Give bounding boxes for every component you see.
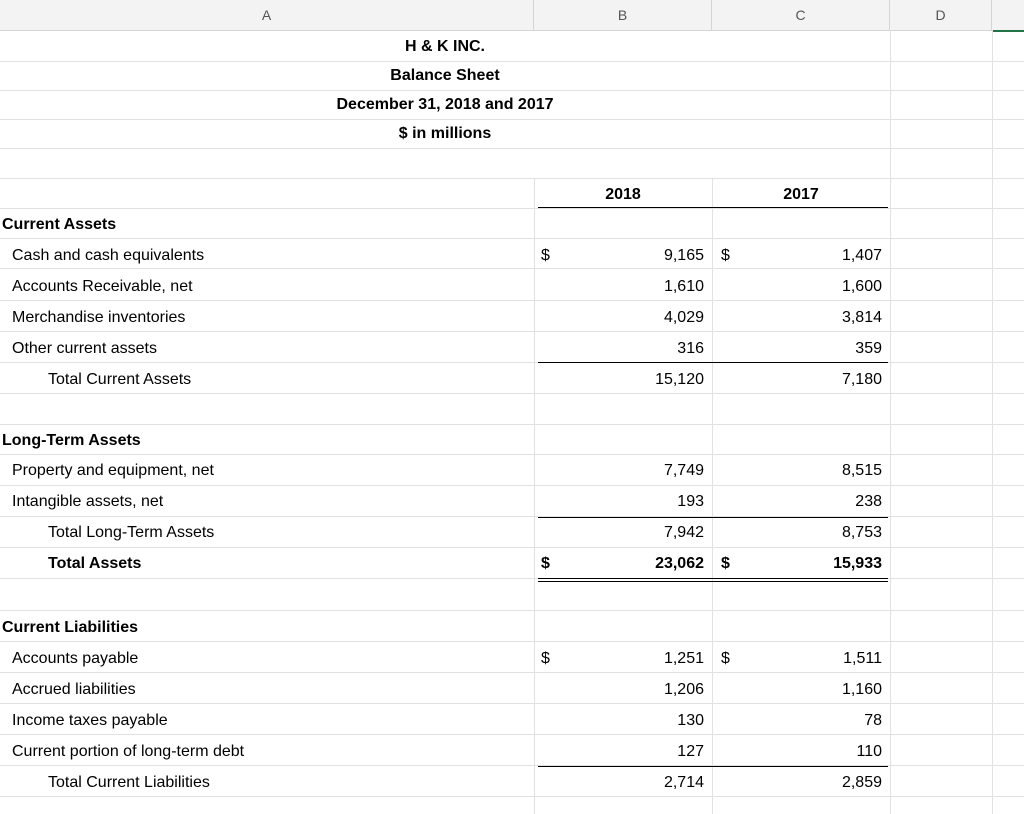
- statement-title[interactable]: Balance Sheet: [390, 67, 500, 84]
- value-2017[interactable]: 359: [855, 340, 882, 357]
- total-long-term-assets-label[interactable]: Total Long-Term Assets: [48, 524, 215, 541]
- row-label[interactable]: Intangible assets, net: [12, 493, 164, 510]
- statement-dates[interactable]: December 31, 2018 and 2017: [336, 96, 554, 113]
- column-header-bar: [0, 0, 1024, 31]
- total-current-liabilities-label[interactable]: Total Current Liabilities: [48, 774, 210, 791]
- row-label[interactable]: Current portion of long-term debt: [12, 743, 245, 760]
- double-underline: [538, 578, 888, 582]
- total-current-assets-2018[interactable]: 15,120: [655, 371, 704, 388]
- total-current-liabilities-2017[interactable]: 2,859: [841, 774, 882, 791]
- value-2017[interactable]: 78: [864, 712, 882, 729]
- subtotal-underline: [538, 766, 888, 767]
- row-label[interactable]: Accrued liabilities: [12, 681, 136, 698]
- value-2018[interactable]: 9,165: [663, 247, 704, 264]
- section-current-liabilities[interactable]: Current Liabilities: [2, 619, 139, 636]
- company-name[interactable]: H & K INC.: [405, 38, 485, 55]
- total-long-term-assets-2018[interactable]: 7,942: [663, 524, 704, 541]
- value-2017[interactable]: 1,407: [841, 247, 882, 264]
- row-label[interactable]: Income taxes payable: [12, 712, 168, 729]
- subtotal-underline: [538, 362, 888, 363]
- currency-symbol: $: [721, 650, 730, 667]
- currency-symbol: $: [541, 650, 550, 667]
- value-2017[interactable]: 1,600: [841, 278, 882, 295]
- currency-symbol: $: [721, 555, 730, 572]
- value-2017[interactable]: 1,511: [843, 650, 882, 667]
- column-header-b[interactable]: B: [534, 0, 712, 30]
- row-label[interactable]: Property and equipment, net: [12, 462, 214, 479]
- year-header-2017[interactable]: 2017: [783, 186, 819, 203]
- row-label[interactable]: Cash and cash equivalents: [12, 247, 205, 264]
- value-2018[interactable]: 1,610: [663, 278, 704, 295]
- section-current-assets[interactable]: Current Assets: [2, 216, 117, 233]
- value-2017[interactable]: 1,160: [841, 681, 882, 698]
- value-2018[interactable]: 4,029: [663, 309, 704, 326]
- statement-units[interactable]: $ in millions: [398, 125, 492, 142]
- row-label[interactable]: Accounts Receivable, net: [12, 278, 193, 295]
- total-current-assets-2017[interactable]: 7,180: [841, 371, 882, 388]
- value-2018[interactable]: 193: [677, 493, 704, 510]
- value-2018[interactable]: 130: [677, 712, 704, 729]
- column-header-a[interactable]: A: [0, 0, 534, 30]
- value-2017[interactable]: 238: [855, 493, 882, 510]
- total-assets-label[interactable]: Total Assets: [48, 555, 142, 572]
- value-2018[interactable]: 1,206: [663, 681, 704, 698]
- year-header-2018[interactable]: 2018: [605, 186, 641, 203]
- row-label[interactable]: Accounts payable: [12, 650, 139, 667]
- total-long-term-assets-2017[interactable]: 8,753: [841, 524, 882, 541]
- row-label[interactable]: Other current assets: [12, 340, 157, 357]
- total-current-assets-label[interactable]: Total Current Assets: [48, 371, 192, 388]
- section-long-term-assets[interactable]: Long-Term Assets: [2, 432, 141, 449]
- value-2018[interactable]: 7,749: [663, 462, 704, 479]
- column-header-e[interactable]: [992, 0, 1024, 30]
- value-2018[interactable]: 1,251: [663, 650, 704, 667]
- column-header-d[interactable]: D: [890, 0, 992, 30]
- year-header-underline: [538, 207, 888, 208]
- value-2017[interactable]: 110: [856, 743, 882, 760]
- total-assets-2018[interactable]: 23,062: [655, 555, 704, 572]
- currency-symbol: $: [541, 555, 550, 572]
- value-2018[interactable]: 127: [677, 743, 704, 760]
- value-2018[interactable]: 316: [677, 340, 704, 357]
- total-current-liabilities-2018[interactable]: 2,714: [663, 774, 704, 791]
- row-label[interactable]: Merchandise inventories: [12, 309, 186, 326]
- currency-symbol: $: [541, 247, 550, 264]
- total-assets-2017[interactable]: 15,933: [833, 555, 882, 572]
- value-2017[interactable]: 8,515: [841, 462, 882, 479]
- column-header-c[interactable]: C: [712, 0, 890, 30]
- currency-symbol: $: [721, 247, 730, 264]
- value-2017[interactable]: 3,814: [841, 309, 882, 326]
